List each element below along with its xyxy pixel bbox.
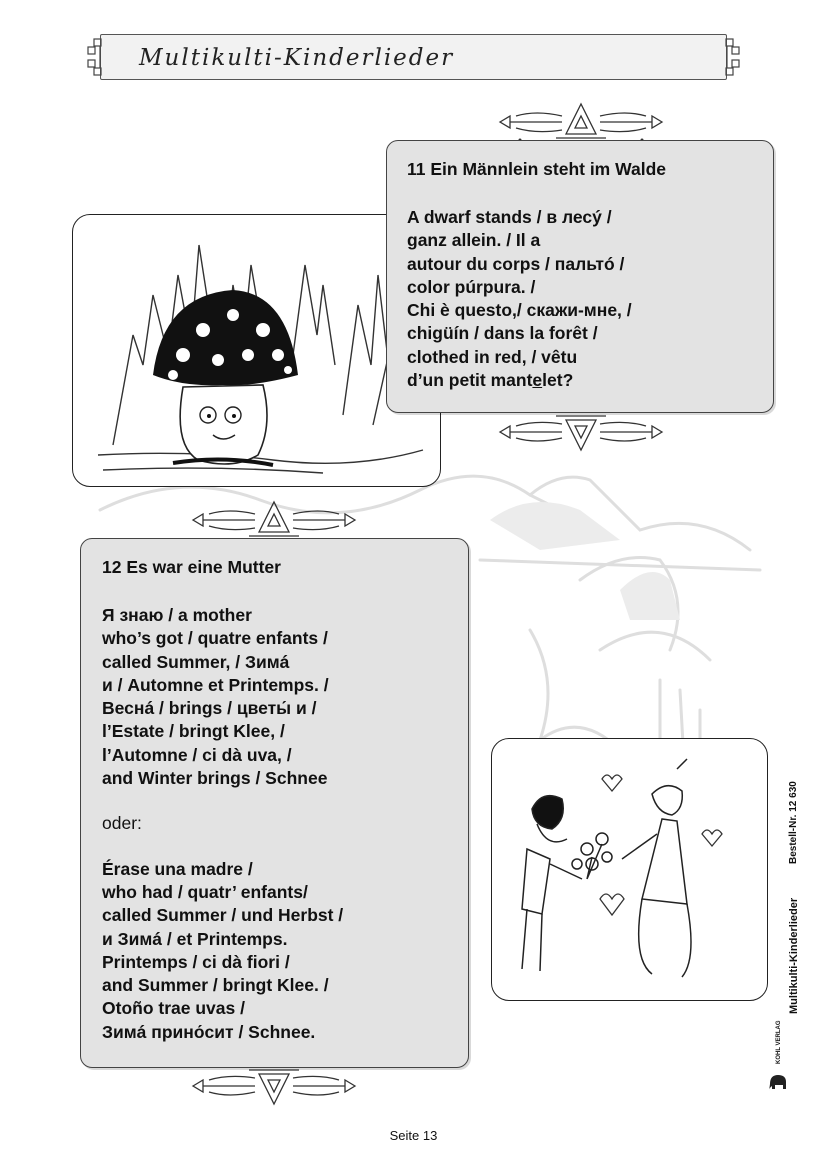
- lyric-line: Зимá прино́сит / Schnee.: [102, 1021, 316, 1042]
- lyric-line: autour du corps / пальтó /: [407, 253, 625, 274]
- publisher-name: KOHL VERLAG: [776, 1020, 782, 1064]
- header-title: Multikulti-Kinderlieder: [139, 45, 455, 71]
- lyric-line: и Зимá / et Printemps.: [102, 928, 288, 949]
- lyric-line: who had / quatr’ enfants/: [102, 881, 308, 902]
- song-box-11: [386, 140, 774, 413]
- couple-flowers-illustration: [491, 738, 768, 1001]
- lyric-line: Веснá / brings / цветы́ и /: [102, 698, 317, 719]
- lyric-line: Otoño trae uvas /: [102, 998, 245, 1019]
- lyric-line: l’Estate / bringt Klee, /: [102, 721, 285, 742]
- lyric-line: и / Automne et Printemps. /: [102, 674, 329, 695]
- elephant-logo-icon: [767, 1070, 789, 1092]
- lyric-line: chigüín / dans la forêt /: [407, 323, 598, 344]
- song-title: 11 Ein Männlein steht im Walde: [407, 159, 666, 179]
- lyric-line: who’s got / quatre enfants /: [102, 628, 328, 649]
- lyric-underlined-letter: e: [532, 370, 543, 391]
- lyric-line: and Winter brings / Schnee: [102, 768, 328, 789]
- song-box-12: [80, 538, 469, 1068]
- order-number: Bestell-Nr. 12 630: [788, 781, 799, 864]
- ornament-corner-icon: [84, 37, 106, 77]
- lyric-line: Érase una madre /: [102, 858, 253, 879]
- lyric-line: ganz allein. / Il a: [407, 230, 541, 251]
- triangle-ornament-icon: [496, 100, 666, 144]
- header-banner: [100, 34, 727, 80]
- lyric-line: clothed in red, / vêtu: [407, 346, 578, 367]
- page-number: Seite 13: [389, 1128, 438, 1143]
- triangle-ornament-icon: [189, 498, 359, 542]
- lyric-line: and Summer / bringt Klee. /: [102, 975, 329, 996]
- ornament-corner-icon: [721, 37, 743, 77]
- lyric-line: called Summer / und Herbst /: [102, 905, 344, 926]
- lyric-line: called Summer, / Зимá: [102, 651, 290, 672]
- book-title-vertical: Multikulti-Kinderlieder: [788, 897, 800, 1014]
- lyric-segment: d’un petit mant: [407, 370, 533, 391]
- side-imprint: [762, 760, 812, 1100]
- lyric-line: Printemps / ci dà fiori /: [102, 951, 290, 972]
- song-title: 12 Es war eine Mutter: [102, 557, 281, 577]
- oder-label: oder:: [102, 813, 142, 834]
- lyric-line: Я знаю / a mother: [102, 605, 252, 625]
- lyric-line: Chi è questo,/ скажи-мне, /: [407, 300, 632, 321]
- lyric-line: [407, 369, 773, 392]
- triangle-ornament-icon: [189, 1064, 359, 1108]
- lyric-line: l’Automne / ci dà uva, /: [102, 744, 292, 765]
- lyric-line: color púrpura. /: [407, 276, 536, 297]
- lyric-segment: let?: [542, 370, 574, 391]
- lyric-line: A dwarf stands / в лесý /: [407, 207, 612, 227]
- triangle-ornament-icon: [496, 410, 666, 454]
